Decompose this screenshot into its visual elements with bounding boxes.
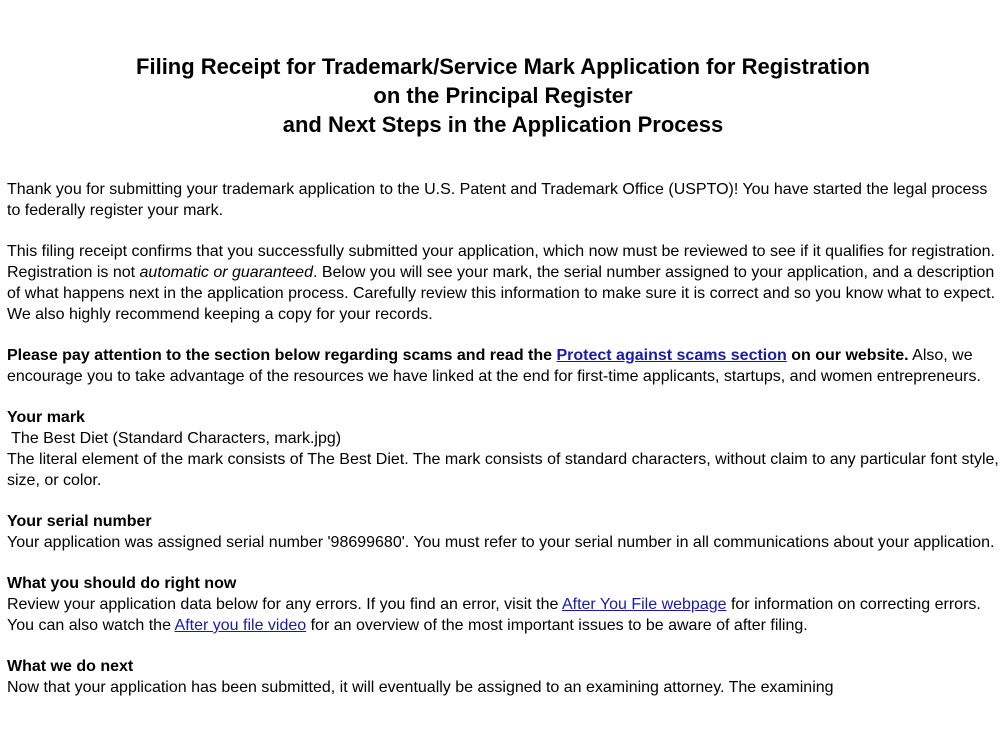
serial-number-text: Your application was assigned serial number '98699680'. You must refer to your serial number in all communications about your application. — [7, 534, 995, 551]
serial-number-heading: Your serial number — [7, 513, 152, 530]
do-right-now-heading: What you should do right now — [7, 575, 237, 592]
what-we-do-next-section — [7, 656, 999, 698]
intro-paragraph-1: Thank you for submitting your trademark application to the U.S. Patent and Trademark Office (USPTO)! You have started the legal process to federally register your mark. — [7, 181, 988, 219]
intro-p2-emphasis: automatic or guaranteed — [139, 264, 313, 281]
protect-against-scams-link[interactable]: Protect against scams section — [556, 347, 787, 364]
what-we-do-next-heading: What we do next — [7, 658, 134, 675]
scams-bold-text-b: on our website. — [786, 347, 909, 364]
mark-description: The literal element of the mark consists of The Best Diet. The mark consists of standard characters, without claim to any particular font style, size, or color. — [7, 451, 999, 489]
scams-text-rest: Also, we encourage you to take advantage of the resources we have linked at the end for first-time applicants, startups, and women entrepreneurs. — [7, 347, 981, 385]
do-right-now-text — [7, 594, 999, 636]
document-body — [7, 179, 999, 698]
intro-p2-text-b: . Below you will see your mark, the serial number assigned to your application, and a description of what happens next in the application process. Carefully review this information to make sure it is correct and so you know what to expect. We also highly recommend keeping a copy for your records. — [7, 264, 996, 323]
mark-value: The Best Diet (Standard Characters, mark.jpg) — [7, 430, 342, 447]
do-right-now-text-b: for information on correcting errors. You can also watch the — [7, 596, 981, 634]
do-right-now-section — [7, 573, 999, 636]
your-mark-section — [7, 407, 999, 491]
after-you-file-webpage-link[interactable]: After You File webpage — [561, 596, 727, 613]
after-you-file-video-link[interactable]: After you file video — [174, 617, 307, 634]
intro-paragraph-2 — [7, 241, 999, 325]
scams-bold-text-a: Please pay attention to the section below regarding scams and read the — [7, 347, 557, 364]
title-line-3: and Next Steps in the Application Process — [282, 112, 724, 137]
do-right-now-text-a: Review your application data below for any errors. If you find an error, visit the — [7, 596, 562, 613]
title-line-1: Filing Receipt for Trademark/Service Mark Application for Registration — [136, 54, 870, 79]
document-page — [7, 52, 999, 698]
scams-paragraph — [7, 345, 999, 387]
intro-p2-text-a: This filing receipt confirms that you successfully submitted your application, which now must be reviewed to see if it qualifies for registration. Registration is not — [7, 243, 995, 281]
do-right-now-text-c: for an overview of the most important issues to be aware of after filing. — [306, 617, 808, 634]
serial-number-section — [7, 511, 999, 553]
document-title — [7, 52, 999, 139]
title-line-2: on the Principal Register — [373, 83, 633, 108]
your-mark-heading: Your mark — [7, 409, 85, 426]
what-we-do-next-text: Now that your application has been submitted, it will eventually be assigned to an examining attorney. The examining — [7, 679, 834, 696]
